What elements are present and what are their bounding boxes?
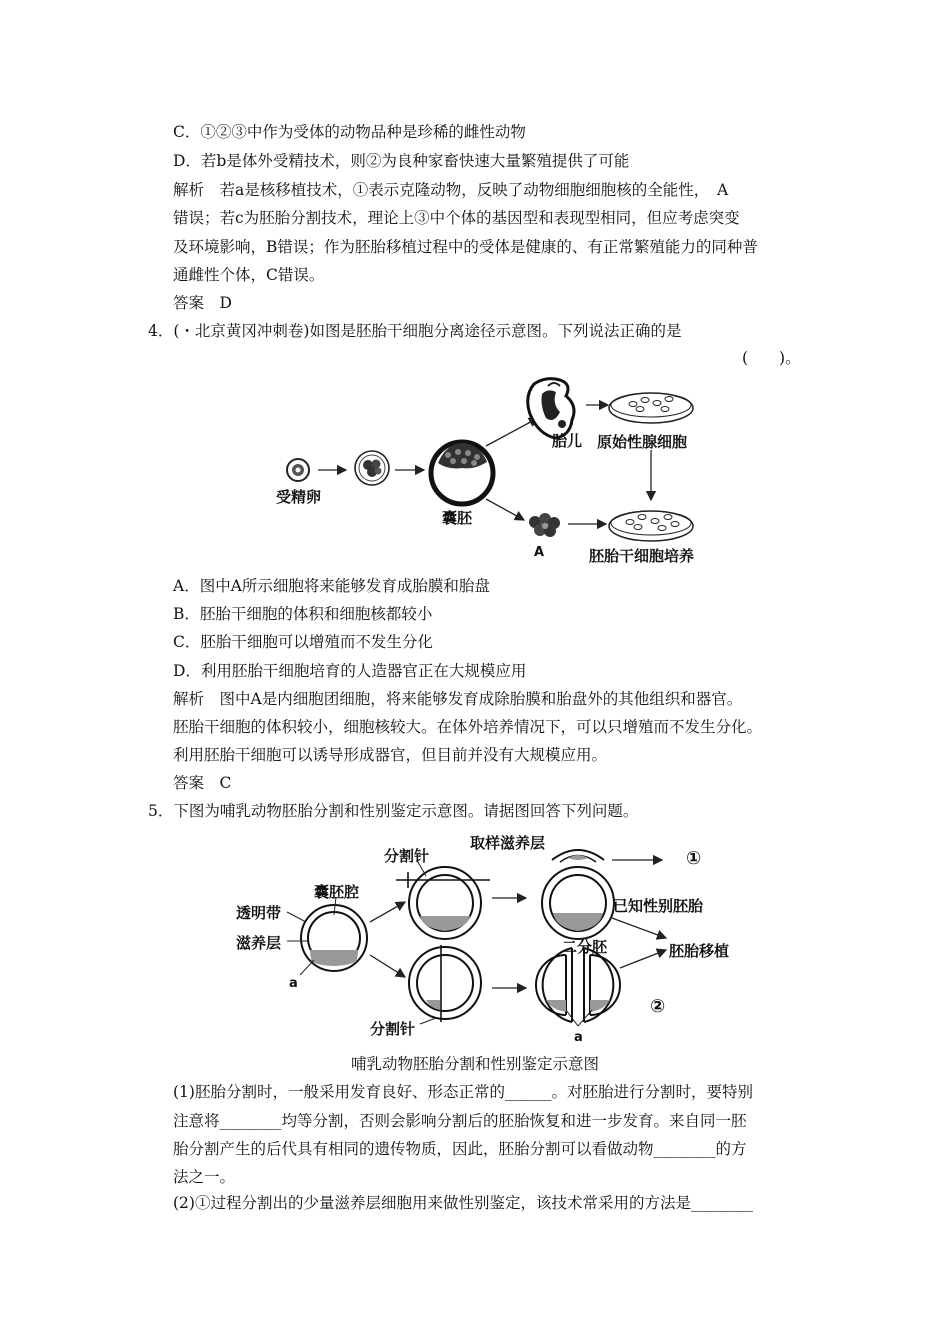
q5-sub1-line: 胎分割产生的后代具有相同的遗传物质，因此，胚胎分割可以看做动物________的方 (173, 1140, 747, 1158)
embryo-splitting-figure (287, 850, 666, 1026)
petri-dish-esc-icon (609, 511, 693, 541)
q4-answer-bracket: ( )。 (742, 349, 801, 367)
label-embryo-transfer: 胚胎移植 (669, 942, 730, 960)
label-a2: a (574, 1030, 583, 1045)
q4-analysis-line: 胚胎干细胞的体积较小，细胞核较大。在体外培养情况下，可以只增殖而不发生分化。 (173, 718, 763, 736)
blastocyst-icon (431, 442, 493, 504)
label-half-embryo: 二分胚 (562, 938, 608, 956)
label-fertilized-egg: 受精卵 (276, 488, 322, 506)
q3-answer: 答案 D (173, 294, 232, 312)
label-fetus: 胎儿 (552, 432, 583, 450)
label-blastocoel: 囊胚腔 (314, 883, 360, 901)
label-trophoblast: 滋养层 (236, 934, 282, 952)
q4-analysis-line: 利用胚胎干细胞可以诱导形成器官，但目前并没有大规模应用。 (173, 746, 608, 764)
inner-cell-mass-icon (529, 513, 560, 537)
q5-sub1-line: 注意将________均等分割，否则会影响分割后的胚胎恢复和进一步发育。来自同一胚 (173, 1112, 747, 1130)
q3-option-c: C．①②③中作为受体的动物品种是珍稀的雌性动物 (173, 123, 526, 141)
morula-icon (355, 451, 389, 485)
label-blastocyst: 囊胚 (442, 509, 473, 527)
label-circle-1: ① (686, 848, 702, 869)
label-primordial-germ-cells: 原始性腺细胞 (597, 433, 688, 451)
label-sampled-trophoblast: 取样滋养层 (470, 834, 546, 852)
q3-analysis-line: 通雌性个体，C错误。 (173, 266, 325, 284)
label-esc-culture: 胚胎干细胞培养 (589, 547, 695, 565)
fertilized-egg-icon (287, 459, 309, 481)
q4-answer: 答案 C (173, 774, 232, 792)
label-circle-2: ② (650, 996, 666, 1017)
figure-caption: 哺乳动物胚胎分割和性别鉴定示意图 (350, 1055, 599, 1073)
label-known-sex-embryo: 已知性别胚胎 (613, 897, 704, 915)
q4-option: A．图中A所示细胞将来能够发育成胎膜和胎盘 (173, 577, 490, 595)
q3-option-d: D．若b是体外受精技术，则②为良种家畜快速大量繁殖提供了可能 (173, 152, 630, 170)
q4-option: B．胚胎干细胞的体积和细胞核都较小 (173, 605, 433, 623)
petri-dish-pgc-icon (609, 393, 693, 423)
label-a1: a (289, 976, 298, 991)
label-split-needle-bottom: 分割针 (370, 1020, 416, 1038)
q5-stem: 5．下图为哺乳动物胚胎分割和性别鉴定示意图。请据图回答下列问题。 (148, 802, 639, 820)
q3-analysis-line: 错误；若c为胚胎分割技术，理论上③中个体的基因型和表现型相同，但应考虑突变 (173, 209, 740, 227)
q5-sub2: (2)①过程分割出的少量滋养层细胞用来做性别鉴定，该技术常采用的方法是________ (173, 1194, 753, 1212)
q3-analysis-line: 解析 若a是核移植技术，①表示克隆动物，反映了动物细胞细胞核的全能性， A (173, 181, 729, 199)
label-a: A (534, 545, 545, 560)
q3-analysis-line: 及环境影响，B错误；作为胚胎移植过程中的受体是健康的、有正常繁殖能力的同种普 (173, 238, 758, 256)
label-split-needle-top: 分割针 (384, 847, 430, 865)
label-zona-pellucida: 透明带 (236, 904, 282, 922)
q5-sub1-line: (1)胚胎分割时，一般采用发育良好、形态正常的______。对胚胎进行分割时，要特别 (173, 1083, 753, 1101)
q4-option: D．利用胚胎干细胞培育的人造器官正在大规模应用 (173, 662, 527, 680)
q5-sub1-line: 法之一。 (173, 1168, 236, 1186)
q4-analysis-line: 解析 图中A是内细胞团细胞，将来能够发育成除胎膜和胎盘外的其他组织和器官。 (173, 690, 743, 708)
q4-option: C．胚胎干细胞可以增殖而不发生分化 (173, 633, 433, 651)
q4-stem: 4．(・北京黄冈冲刺卷)如图是胚胎干细胞分离途径示意图。下列说法正确的是 (148, 322, 682, 340)
